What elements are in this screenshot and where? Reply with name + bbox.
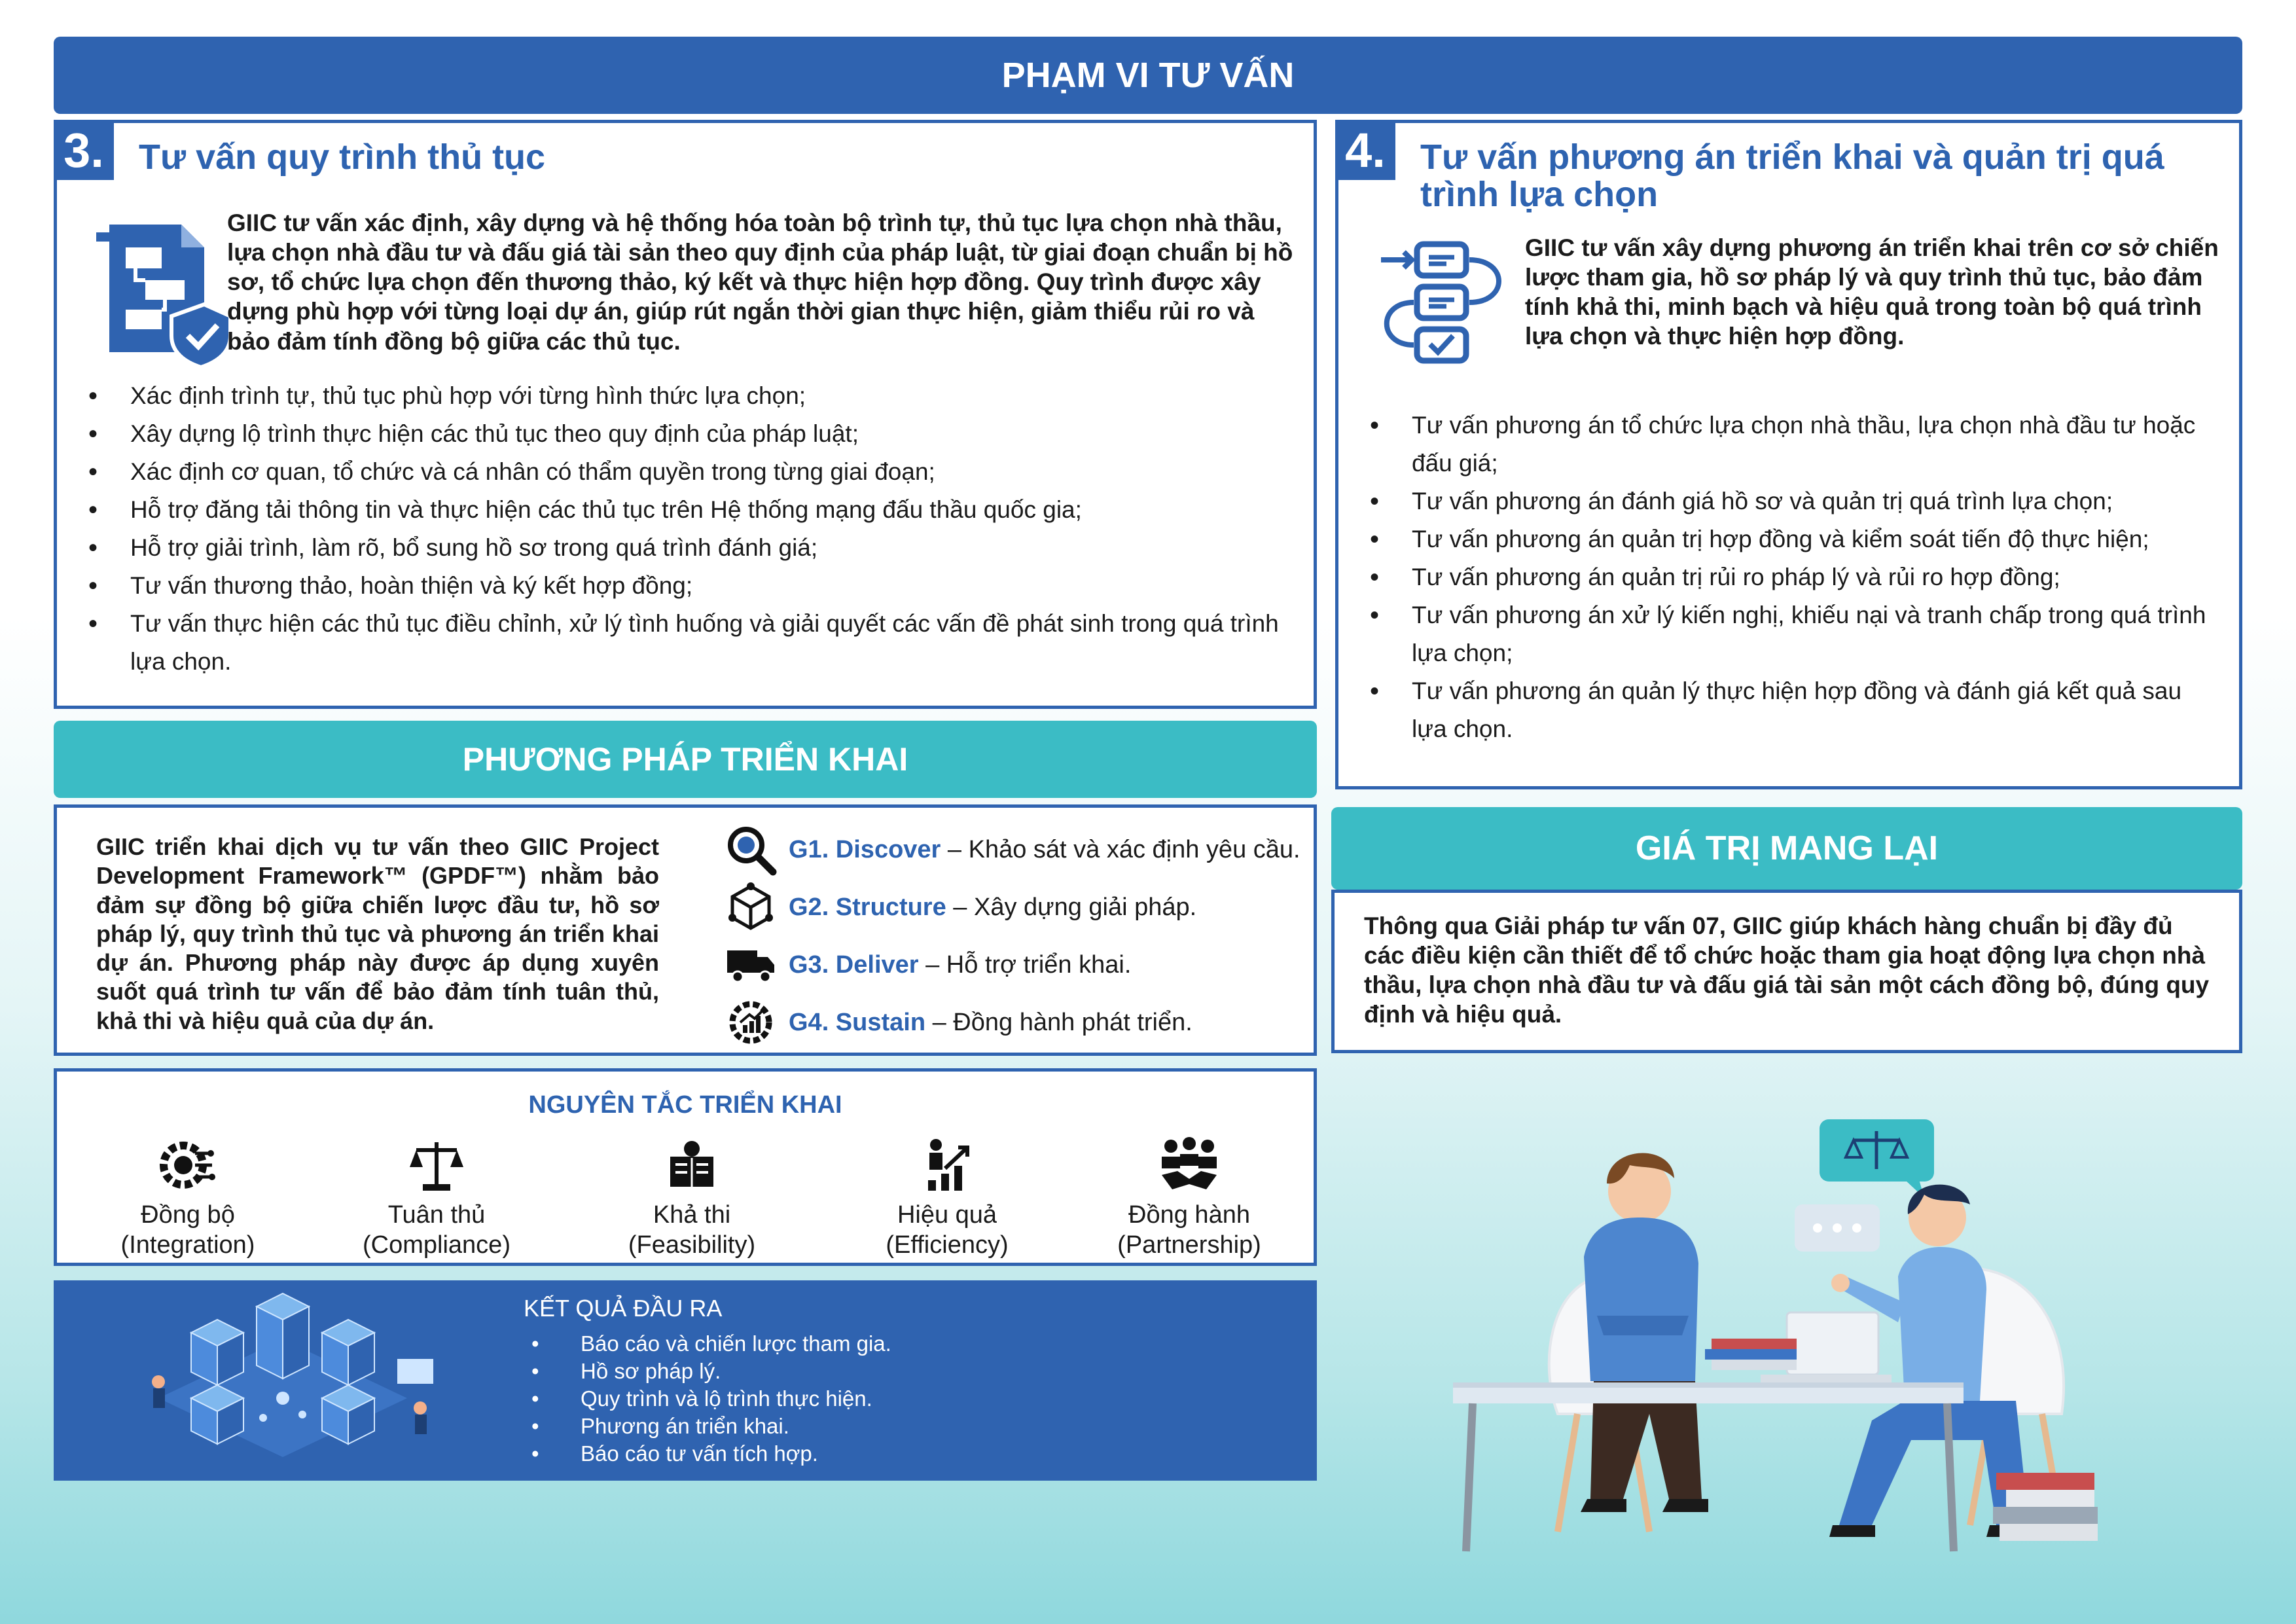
cube-network-icon [725,881,777,933]
section-3-title: Tư vấn quy trình thủ tục [139,137,546,177]
principle-en: (Partnership) [1117,1231,1261,1259]
phase-g3: G3. Deliver – Hỗ trợ triển khai. [725,936,1314,994]
list-item: • Hỗ trợ đăng tải thông tin và thực hiện các thủ tục trên Hệ thống mạng đấu thầu quốc gia; [83,491,1300,529]
section-3-box [54,120,1317,709]
principle-efficiency [849,1137,1045,1260]
principle-feasibility [594,1137,790,1260]
principle-en: (Integration) [120,1231,255,1259]
list-item: • Tư vấn phương án đánh giá hồ sơ và quản trị quá trình lựa chọn; [1365,482,2215,520]
principles-box [54,1068,1317,1266]
section-3-intro: GIIC tư vấn xác định, xây dựng và hệ thống hóa toàn bộ trình tự, thủ tục lựa chọn nhà thầu, lựa chọn nhà đầu tư và đấu giá tài sản theo quy định của pháp luật, từ giai đoạn chuẩn bị hồ sơ, tổ chức lựa chọn đến thương thảo, ký kết và thực hiện hợp đồng. Quy trình được xây dựng phù hợp với từng loại dự án, giúp rút ngắn thời gian thực hiện, giảm thiểu rủi ro và bảo đảm tính đồng bộ giữa các thủ tục. [227,209,1293,355]
list-item: • Xây dựng lộ trình thực hiện các thủ tục theo quy định của pháp luật; [83,415,1300,453]
section-4-box [1335,120,2242,789]
principle-en: (Compliance) [363,1231,511,1259]
list-item: • Xác định cơ quan, tổ chức và cá nhân có thẩm quyền trong từng giai đoạn; [83,453,1300,491]
list-item: • Xác định trình tự, thủ tục phù hợp với từng hình thức lựa chọn; [83,377,1300,415]
section-4-intro: GIIC tư vấn xây dựng phương án triển khai trên cơ sở chiến lược tham gia, hồ sơ pháp lý và quy trình thủ tục, bảo đảm tính khả thi, minh bạch và hiệu quả trong toàn bộ quá trình lựa chọn và thực hiện hợp đồng. [1525,234,2219,350]
principle-name: Đồng bộ [141,1201,235,1229]
section-4-bullets [1365,406,2215,748]
list-item: • Hỗ trợ giải trình, làm rõ, bổ sung hồ sơ trong quá trình đánh giá; [83,529,1300,567]
list-item: • Báo cáo tư vấn tích hợp. [531,1440,1284,1468]
method-phases [725,821,1314,1051]
phase-g2: G2. Structure – Xây dựng giải pháp. [725,878,1314,936]
growth-gear-icon [725,996,777,1049]
list-item: • Tư vấn phương án quản trị hợp đồng và kiểm soát tiến độ thực hiện; [1365,520,2215,558]
document-flowchart-shield-icon [83,218,234,369]
principle-name: Đồng hành [1128,1201,1250,1229]
principle-partnership [1091,1137,1287,1260]
principles-title: NGUYÊN TẮC TRIỂN KHAI [528,1091,842,1119]
list-item: • Tư vấn phương án quản trị rủi ro pháp lý và rủi ro hợp đồng; [1365,558,2215,596]
scope-header-title: PHẠM VI TƯ VẤN [1001,56,1295,95]
integration-gear-icon [160,1137,216,1193]
isometric-data-servers [119,1287,446,1477]
section-4-number: 4. [1335,120,1395,180]
principle-name: Hiệu quả [897,1201,997,1229]
delivery-truck-icon [725,939,777,991]
list-item: • Tư vấn phương án xử lý kiến nghị, khiếu nại và tranh chấp trong quá trình lựa chọn; [1365,596,2215,672]
list-item: • Quy trình và lộ trình thực hiện. [531,1385,1284,1413]
magnifier-icon [725,823,777,876]
list-item: • Hồ sơ pháp lý. [531,1358,1284,1385]
principle-en: (Feasibility) [628,1231,756,1259]
principle-en: (Efficiency) [886,1231,1009,1259]
scales-icon [408,1137,465,1193]
value-header [1331,807,2242,890]
value-text: Thông qua Giải pháp tư vấn 07, GIIC giúp khách hàng chuẩn bị đầy đủ các điều kiện cần thiết để tổ chức hoặc tham gia hoạt động lựa chọn nhà thầu, lựa chọn nhà đầu tư và đấu giá tài sản một cách đồng bộ, đúng quy định và hiệu quả. [1364,912,2210,1028]
two-people-consulting-at-desk [1453,1106,2134,1564]
value-header-title: GIÁ TRỊ MANG LẠI [1635,829,1939,867]
section-4-title: Tư vấn phương án triển khai và quản trị quá trình lựa chọn [1420,137,2164,214]
list-item: • Phương án triển khai. [531,1413,1284,1440]
list-item: • Báo cáo và chiến lược tham gia. [531,1330,1284,1358]
method-header [54,721,1317,798]
principle-name: Tuân thủ [387,1201,486,1229]
method-header-title: PHƯƠNG PHÁP TRIỂN KHAI [462,741,908,778]
list-item: • Tư vấn thực hiện các thủ tục điều chỉnh, xử lý tình huống và giải quyết các vấn đề phát sinh trong quá trình lựa chọn. [83,605,1300,681]
handshake-icon [1157,1137,1222,1193]
method-box [54,804,1317,1056]
feasibility-book-icon [664,1137,720,1193]
value-box [1331,890,2242,1053]
phase-g1: G1. Discover – Khảo sát và xác định yêu cầu. [725,821,1314,878]
section-3-number: 3. [54,120,114,180]
principle-name: Khả thi [653,1201,731,1229]
phase-g4: G4. Sustain – Đồng hành phát triển. [725,994,1314,1051]
growth-chart-icon [919,1137,975,1193]
method-intro: GIIC triển khai dịch vụ tư vấn theo GIIC Project Development Framework™ (GPDF™) nhằm bảo đảm sự đồng bộ giữa chiến lược đầu tư, hồ sơ pháp lý, quy trình thủ tục và phương án triển khai dự án. Phương pháp này được áp dụng xuyên suốt quá trình tư vấn để bảo đảm tính tuân thủ, khả thi và hiệu quả của dự án. [96,833,659,1034]
output-list [531,1330,1284,1468]
output-title: KẾT QUẢ ĐẦU RA [524,1295,723,1322]
list-item: • Tư vấn phương án tổ chức lựa chọn nhà thầu, lựa chọn nhà đầu tư hoặc đấu giá; [1365,406,2215,482]
scope-header [54,37,2242,114]
list-item: • Tư vấn phương án quản lý thực hiện hợp đồng và đánh giá kết quả sau lựa chọn. [1365,672,2215,748]
list-item: • Tư vấn thương thảo, hoàn thiện và ký kết hợp đồng; [83,567,1300,605]
workflow-checklist-icon [1378,238,1515,369]
output-box [54,1280,1317,1481]
section-3-bullets [83,377,1300,681]
principle-compliance [338,1137,535,1260]
principle-integration [90,1137,286,1260]
